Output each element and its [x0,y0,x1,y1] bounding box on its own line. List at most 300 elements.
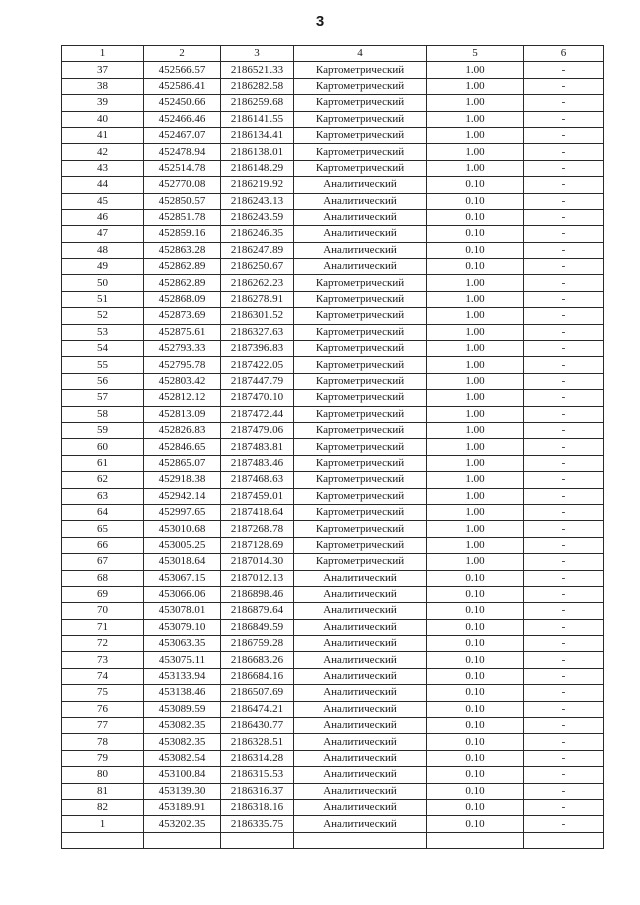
x-coordinate-cell: 452997.65 [144,504,221,520]
accuracy-cell: 0.10 [427,209,524,225]
table-body [62,46,604,849]
header-cell-3: 3 [221,46,294,62]
table-row [62,455,604,471]
note-cell [524,832,604,848]
point-number-cell: 70 [62,603,144,619]
point-number-cell: 39 [62,95,144,111]
note-cell: - [524,144,604,160]
accuracy-cell: 0.10 [427,586,524,602]
x-coordinate-cell: 453202.35 [144,816,221,832]
method-cell: Аналитический [294,193,427,209]
point-number-cell: 75 [62,685,144,701]
accuracy-cell: 1.00 [427,406,524,422]
method-cell: Картометрический [294,439,427,455]
accuracy-cell: 1.00 [427,390,524,406]
accuracy-cell: 1.00 [427,127,524,143]
note-cell: - [524,341,604,357]
note-cell: - [524,357,604,373]
y-coordinate-cell: 2186315.53 [221,767,294,783]
x-coordinate-cell: 452566.57 [144,62,221,78]
method-cell [294,832,427,848]
accuracy-cell: 0.10 [427,734,524,750]
x-coordinate-cell: 452862.89 [144,275,221,291]
method-cell: Картометрический [294,488,427,504]
accuracy-cell: 0.10 [427,259,524,275]
note-cell: - [524,636,604,652]
note-cell: - [524,668,604,684]
x-coordinate-cell: 452918.38 [144,472,221,488]
method-cell: Картометрический [294,308,427,324]
accuracy-cell: 1.00 [427,275,524,291]
point-number-cell: 54 [62,341,144,357]
point-number-cell: 69 [62,586,144,602]
table-row [62,275,604,291]
method-cell: Картометрический [294,95,427,111]
x-coordinate-cell: 453133.94 [144,668,221,684]
table-row [62,816,604,832]
y-coordinate-cell: 2186474.21 [221,701,294,717]
y-coordinate-cell: 2186430.77 [221,718,294,734]
method-cell: Аналитический [294,734,427,750]
y-coordinate-cell: 2186849.59 [221,619,294,635]
x-coordinate-cell: 452850.57 [144,193,221,209]
point-number-cell: 1 [62,816,144,832]
y-coordinate-cell: 2186282.58 [221,78,294,94]
header-cell-5: 5 [427,46,524,62]
y-coordinate-cell: 2186314.28 [221,750,294,766]
x-coordinate-cell: 453075.11 [144,652,221,668]
method-cell: Картометрический [294,291,427,307]
note-cell: - [524,259,604,275]
y-coordinate-cell: 2186879.64 [221,603,294,619]
method-cell: Картометрический [294,373,427,389]
table-row [62,242,604,258]
method-cell: Аналитический [294,570,427,586]
page-number: 3 [315,13,325,30]
accuracy-cell: 1.00 [427,308,524,324]
y-coordinate-cell: 2186335.75 [221,816,294,832]
table-row [62,603,604,619]
x-coordinate-cell [144,832,221,848]
table-row [62,586,604,602]
note-cell: - [524,78,604,94]
method-cell: Аналитический [294,783,427,799]
method-cell: Картометрический [294,504,427,520]
point-number-cell: 67 [62,554,144,570]
y-coordinate-cell: 2187418.64 [221,504,294,520]
y-coordinate-cell: 2186521.33 [221,62,294,78]
x-coordinate-cell: 452450.66 [144,95,221,111]
table-row [62,308,604,324]
note-cell: - [524,537,604,553]
method-cell: Аналитический [294,718,427,734]
accuracy-cell: 1.00 [427,504,524,520]
method-cell: Картометрический [294,144,427,160]
table-row [62,95,604,111]
y-coordinate-cell: 2187459.01 [221,488,294,504]
method-cell: Аналитический [294,259,427,275]
accuracy-cell: 0.10 [427,799,524,815]
point-number-cell: 51 [62,291,144,307]
table-row [62,226,604,242]
x-coordinate-cell: 452875.61 [144,324,221,340]
y-coordinate-cell: 2187470.10 [221,390,294,406]
table-row [62,570,604,586]
accuracy-cell: 0.10 [427,783,524,799]
note-cell: - [524,193,604,209]
method-cell: Аналитический [294,652,427,668]
point-number-cell: 80 [62,767,144,783]
y-coordinate-cell: 2186316.37 [221,783,294,799]
x-coordinate-cell: 452793.33 [144,341,221,357]
point-number-cell: 41 [62,127,144,143]
y-coordinate-cell: 2187012.13 [221,570,294,586]
x-coordinate-cell: 452795.78 [144,357,221,373]
method-cell: Картометрический [294,111,427,127]
note-cell: - [524,472,604,488]
point-number-cell: 38 [62,78,144,94]
accuracy-cell: 0.10 [427,570,524,586]
note-cell: - [524,521,604,537]
note-cell: - [524,390,604,406]
note-cell: - [524,750,604,766]
note-cell: - [524,422,604,438]
y-coordinate-cell: 2187014.30 [221,554,294,570]
y-coordinate-cell: 2187483.46 [221,455,294,471]
method-cell: Аналитический [294,209,427,225]
table-row [62,472,604,488]
table-row [62,488,604,504]
note-cell: - [524,488,604,504]
y-coordinate-cell: 2186301.52 [221,308,294,324]
point-number-cell: 42 [62,144,144,160]
y-coordinate-cell: 2186262.23 [221,275,294,291]
table-row [62,767,604,783]
table-row [62,422,604,438]
accuracy-cell: 1.00 [427,554,524,570]
y-coordinate-cell: 2186684.16 [221,668,294,684]
point-number-cell: 53 [62,324,144,340]
note-cell: - [524,209,604,225]
table-row [62,160,604,176]
x-coordinate-cell: 452826.83 [144,422,221,438]
note-cell: - [524,275,604,291]
note-cell: - [524,816,604,832]
note-cell: - [524,586,604,602]
x-coordinate-cell: 453189.91 [144,799,221,815]
point-number-cell: 73 [62,652,144,668]
table-row [62,324,604,340]
method-cell: Картометрический [294,62,427,78]
note-cell: - [524,455,604,471]
y-coordinate-cell: 2187479.06 [221,422,294,438]
table-row [62,718,604,734]
method-cell: Картометрический [294,455,427,471]
accuracy-cell: 1.00 [427,78,524,94]
y-coordinate-cell: 2187396.83 [221,341,294,357]
x-coordinate-cell: 452873.69 [144,308,221,324]
table-row [62,78,604,94]
note-cell: - [524,685,604,701]
method-cell: Картометрический [294,521,427,537]
table-row [62,636,604,652]
point-number-cell: 60 [62,439,144,455]
x-coordinate-cell: 453018.64 [144,554,221,570]
note-cell: - [524,291,604,307]
accuracy-cell: 0.10 [427,619,524,635]
point-number-cell: 79 [62,750,144,766]
method-cell: Аналитический [294,816,427,832]
y-coordinate-cell: 2187472.44 [221,406,294,422]
y-coordinate-cell: 2186243.13 [221,193,294,209]
header-row [62,46,604,62]
table-row [62,685,604,701]
note-cell: - [524,127,604,143]
method-cell: Аналитический [294,619,427,635]
method-cell: Аналитический [294,177,427,193]
x-coordinate-cell: 453082.35 [144,718,221,734]
x-coordinate-cell: 453078.01 [144,603,221,619]
point-number-cell: 37 [62,62,144,78]
method-cell: Аналитический [294,668,427,684]
table-row [62,832,604,848]
y-coordinate-cell: 2186219.92 [221,177,294,193]
note-cell: - [524,95,604,111]
table-row [62,177,604,193]
table-row [62,521,604,537]
method-cell: Картометрический [294,554,427,570]
accuracy-cell: 0.10 [427,652,524,668]
x-coordinate-cell: 452859.16 [144,226,221,242]
note-cell: - [524,177,604,193]
method-cell: Аналитический [294,226,427,242]
note-cell: - [524,160,604,176]
method-cell: Картометрический [294,341,427,357]
x-coordinate-cell: 452466.46 [144,111,221,127]
note-cell: - [524,242,604,258]
point-number-cell: 82 [62,799,144,815]
note-cell: - [524,734,604,750]
y-coordinate-cell: 2186246.35 [221,226,294,242]
method-cell: Картометрический [294,472,427,488]
x-coordinate-cell: 452812.12 [144,390,221,406]
y-coordinate-cell: 2187422.05 [221,357,294,373]
accuracy-cell: 0.10 [427,668,524,684]
accuracy-cell: 1.00 [427,160,524,176]
note-cell: - [524,324,604,340]
point-number-cell: 63 [62,488,144,504]
x-coordinate-cell: 453100.84 [144,767,221,783]
y-coordinate-cell: 2186148.29 [221,160,294,176]
table-row [62,652,604,668]
y-coordinate-cell: 2186318.16 [221,799,294,815]
note-cell: - [524,701,604,717]
note-cell: - [524,718,604,734]
accuracy-cell: 1.00 [427,95,524,111]
note-cell: - [524,783,604,799]
table-row [62,373,604,389]
accuracy-cell: 0.10 [427,636,524,652]
table-row [62,144,604,160]
note-cell: - [524,111,604,127]
note-cell: - [524,406,604,422]
note-cell: - [524,504,604,520]
point-number-cell: 52 [62,308,144,324]
method-cell: Картометрический [294,390,427,406]
note-cell: - [524,799,604,815]
note-cell: - [524,767,604,783]
table-row [62,701,604,717]
method-cell: Картометрический [294,537,427,553]
point-number-cell: 49 [62,259,144,275]
table-row [62,357,604,373]
header-cell-6: 6 [524,46,604,62]
table-row [62,439,604,455]
y-coordinate-cell: 2187268.78 [221,521,294,537]
table-row [62,259,604,275]
table-row [62,750,604,766]
header-cell-1: 1 [62,46,144,62]
x-coordinate-cell: 452467.07 [144,127,221,143]
method-cell: Аналитический [294,603,427,619]
table-row [62,537,604,553]
table-row [62,619,604,635]
x-coordinate-cell: 453138.46 [144,685,221,701]
y-coordinate-cell: 2186138.01 [221,144,294,160]
point-number-cell: 48 [62,242,144,258]
method-cell: Картометрический [294,160,427,176]
point-number-cell: 47 [62,226,144,242]
note-cell: - [524,373,604,389]
method-cell: Картометрический [294,78,427,94]
point-number-cell: 45 [62,193,144,209]
accuracy-cell: 1.00 [427,62,524,78]
table-row [62,193,604,209]
method-cell: Аналитический [294,586,427,602]
y-coordinate-cell: 2186247.89 [221,242,294,258]
accuracy-cell: 1.00 [427,537,524,553]
header-cell-4: 4 [294,46,427,62]
x-coordinate-cell: 452586.41 [144,78,221,94]
accuracy-cell: 0.10 [427,226,524,242]
point-number-cell: 61 [62,455,144,471]
x-coordinate-cell: 453010.68 [144,521,221,537]
point-number-cell: 58 [62,406,144,422]
accuracy-cell: 1.00 [427,472,524,488]
point-number-cell: 76 [62,701,144,717]
method-cell: Аналитический [294,636,427,652]
accuracy-cell: 1.00 [427,357,524,373]
point-number-cell: 78 [62,734,144,750]
y-coordinate-cell: 2186243.59 [221,209,294,225]
x-coordinate-cell: 452770.08 [144,177,221,193]
note-cell: - [524,226,604,242]
accuracy-cell: 0.10 [427,767,524,783]
x-coordinate-cell: 452868.09 [144,291,221,307]
accuracy-cell: 1.00 [427,111,524,127]
table-row [62,799,604,815]
point-number-cell [62,832,144,848]
method-cell: Аналитический [294,799,427,815]
y-coordinate-cell: 2186327.63 [221,324,294,340]
table-row [62,406,604,422]
x-coordinate-cell: 453005.25 [144,537,221,553]
table-row [62,62,604,78]
x-coordinate-cell: 453139.30 [144,783,221,799]
point-number-cell: 62 [62,472,144,488]
x-coordinate-cell: 452846.65 [144,439,221,455]
x-coordinate-cell: 452865.07 [144,455,221,471]
x-coordinate-cell: 452514.78 [144,160,221,176]
accuracy-cell: 0.10 [427,685,524,701]
x-coordinate-cell: 453063.35 [144,636,221,652]
x-coordinate-cell: 453067.15 [144,570,221,586]
accuracy-cell: 1.00 [427,488,524,504]
y-coordinate-cell: 2186134.41 [221,127,294,143]
x-coordinate-cell: 452862.89 [144,259,221,275]
point-number-cell: 59 [62,422,144,438]
y-coordinate-cell [221,832,294,848]
y-coordinate-cell: 2186328.51 [221,734,294,750]
x-coordinate-cell: 453079.10 [144,619,221,635]
x-coordinate-cell: 452851.78 [144,209,221,225]
x-coordinate-cell: 452942.14 [144,488,221,504]
accuracy-cell: 0.10 [427,603,524,619]
note-cell: - [524,652,604,668]
y-coordinate-cell: 2186683.26 [221,652,294,668]
table-row [62,554,604,570]
point-number-cell: 44 [62,177,144,193]
point-number-cell: 74 [62,668,144,684]
method-cell: Аналитический [294,750,427,766]
point-number-cell: 55 [62,357,144,373]
method-cell: Картометрический [294,357,427,373]
y-coordinate-cell: 2187447.79 [221,373,294,389]
y-coordinate-cell: 2187468.63 [221,472,294,488]
note-cell: - [524,439,604,455]
x-coordinate-cell: 453082.54 [144,750,221,766]
table-row [62,341,604,357]
point-number-cell: 50 [62,275,144,291]
y-coordinate-cell: 2186507.69 [221,685,294,701]
note-cell: - [524,554,604,570]
point-number-cell: 65 [62,521,144,537]
point-number-cell: 40 [62,111,144,127]
point-number-cell: 66 [62,537,144,553]
point-number-cell: 77 [62,718,144,734]
method-cell: Картометрический [294,127,427,143]
table-row [62,668,604,684]
table-row [62,111,604,127]
point-number-cell: 46 [62,209,144,225]
accuracy-cell: 1.00 [427,422,524,438]
accuracy-cell: 0.10 [427,750,524,766]
note-cell: - [524,62,604,78]
accuracy-cell: 0.10 [427,718,524,734]
accuracy-cell: 1.00 [427,341,524,357]
table-row [62,734,604,750]
point-number-cell: 72 [62,636,144,652]
accuracy-cell: 1.00 [427,455,524,471]
table-row [62,127,604,143]
accuracy-cell: 1.00 [427,373,524,389]
table-row [62,783,604,799]
accuracy-cell [427,832,524,848]
table-row [62,209,604,225]
point-number-cell: 81 [62,783,144,799]
method-cell: Картометрический [294,324,427,340]
method-cell: Картометрический [294,275,427,291]
